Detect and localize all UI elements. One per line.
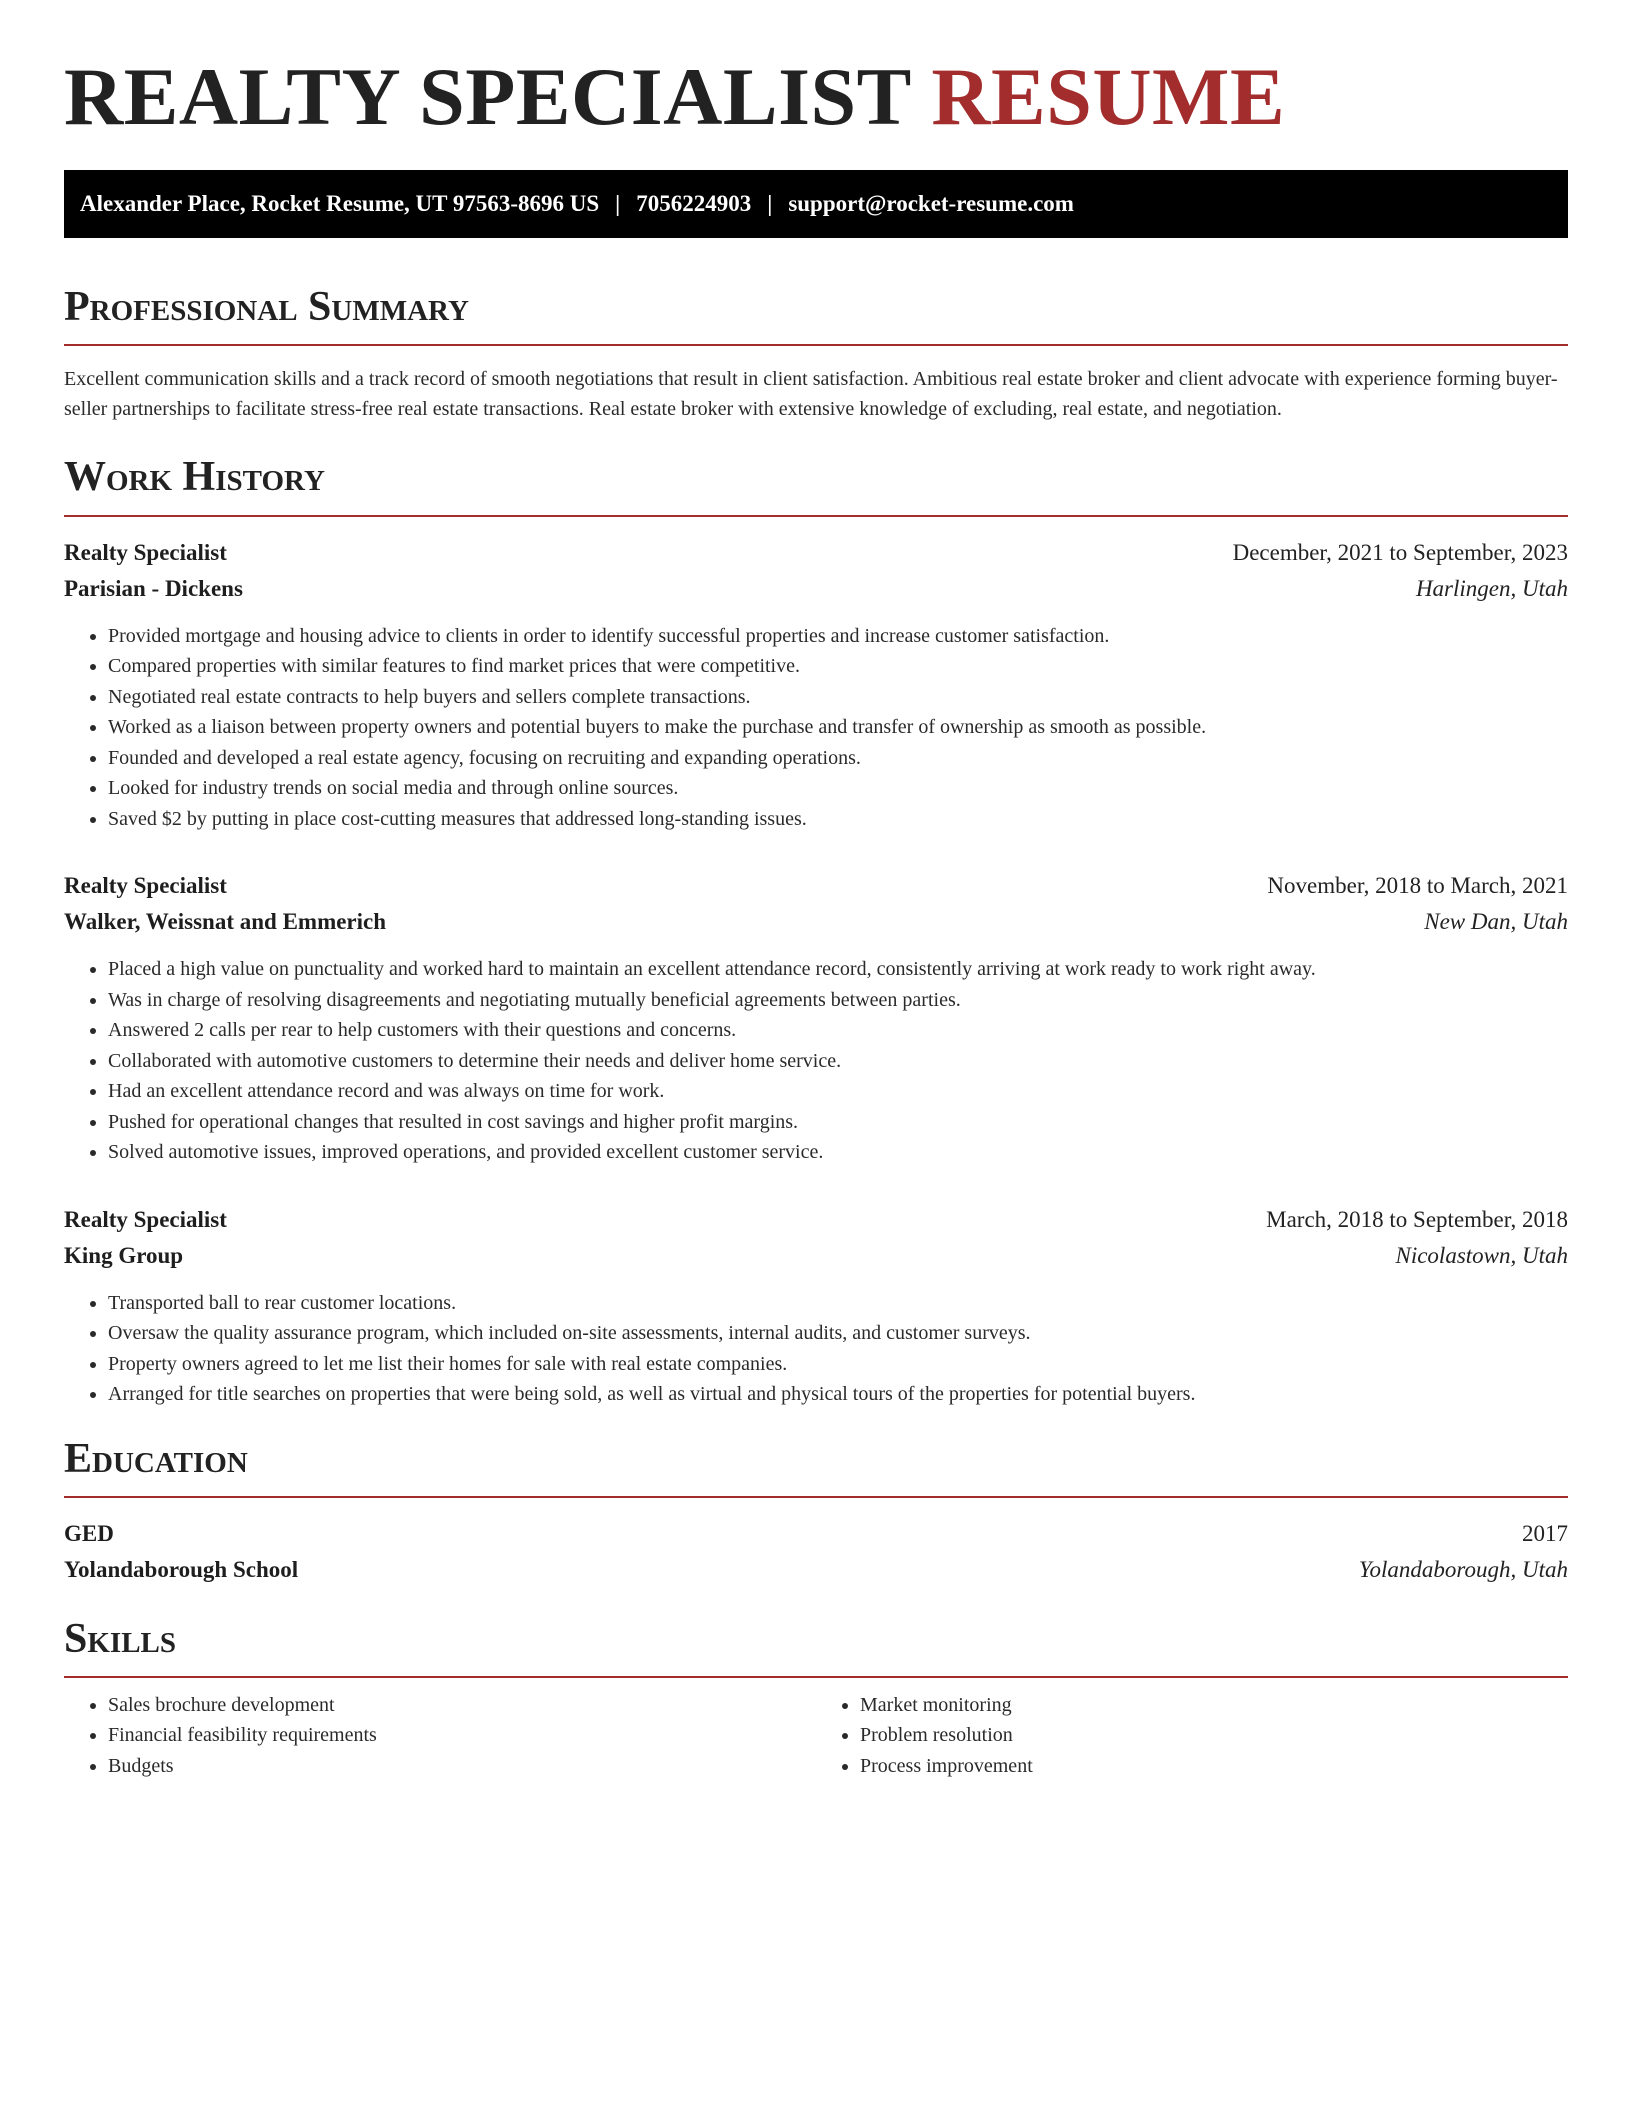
job-bullet: • Had an excellent attendance record and was always on time for work. (108, 1076, 1568, 1107)
contact-email: support@rocket-resume.com (788, 191, 1074, 217)
skill-item: • Market monitoring (860, 1690, 1568, 1721)
section-heading-work: Work History (64, 454, 325, 501)
job-bullet: • Transported ball to rear customer locations. (108, 1288, 1568, 1319)
job-bullet: • Arranged for title searches on properties that were being sold, as well as virtual and physical tours of the properties for potential buyers. (108, 1379, 1568, 1410)
job-location: Harlingen, Utah (1415, 575, 1568, 601)
section-divider (64, 1676, 1568, 1678)
education-degree: GED (64, 1520, 114, 1546)
job-dates: March, 2018 to September, 2018 (1266, 1206, 1568, 1232)
job-bullet: • Answered 2 calls per rear to help customers with their questions and concerns. (108, 1015, 1568, 1046)
job-header-row (64, 1202, 1568, 1238)
contact-bar (64, 170, 1568, 238)
job-title: Realty Specialist (64, 539, 227, 565)
section-divider (64, 344, 1568, 346)
skill-item: • Sales brochure development (108, 1690, 816, 1721)
education-degree-row (64, 1516, 1568, 1552)
job-dates: December, 2021 to September, 2023 (1232, 539, 1568, 565)
job-entry (64, 868, 1568, 1168)
work-history-section (64, 454, 1568, 1409)
skills-grid (64, 1690, 1568, 1782)
job-location: Nicolastown, Utah (1395, 1242, 1568, 1268)
education-school: Yolandaborough School (64, 1556, 299, 1582)
job-bullet: • Collaborated with automotive customers to determine their needs and deliver home service. (108, 1046, 1568, 1077)
job-title: Realty Specialist (64, 1206, 227, 1232)
job-bullet: • Pushed for operational changes that resulted in cost savings and higher profit margins. (108, 1107, 1568, 1138)
job-bullet: • Property owners agreed to let me list their homes for sale with real estate companies. (108, 1349, 1568, 1380)
job-bullet: • Was in charge of resolving disagreements and negotiating mutually beneficial agreements between parties. (108, 985, 1568, 1016)
skills-list-left (64, 1690, 816, 1782)
skill-item: • Financial feasibility requirements (108, 1720, 816, 1751)
job-bullet: • Placed a high value on punctuality and worked hard to maintain an excellent attendance record, consistently arriving at work ready to work right away. (108, 954, 1568, 985)
job-bullet: • Worked as a liaison between property owners and potential buyers to make the purchase and transfer of ownership as smooth as possible. (108, 712, 1568, 743)
job-header-row (64, 535, 1568, 571)
job-bullet: • Saved $2 by putting in place cost-cutting measures that addressed long-standing issues. (108, 804, 1568, 835)
job-bullet: • Looked for industry trends on social media and through online sources. (108, 773, 1568, 804)
contact-address: Alexander Place, Rocket Resume, UT 97563-8696 US (80, 191, 600, 217)
job-bullet: • Provided mortgage and housing advice to clients in order to identify successful properties and increase customer satisfaction. (108, 621, 1568, 652)
job-bullet: • Founded and developed a real estate agency, focusing on recruiting and expanding operations. (108, 743, 1568, 774)
job-company-row (64, 904, 1568, 940)
job-entry (64, 535, 1568, 835)
education-year: 2017 (1522, 1520, 1568, 1546)
education-location: Yolandaborough, Utah (1358, 1556, 1568, 1582)
job-bullet: • Compared properties with similar features to find market prices that were competitive. (108, 651, 1568, 682)
job-bullet: • Solved automotive issues, improved operations, and provided excellent customer service. (108, 1137, 1568, 1168)
education-school-row (64, 1552, 1568, 1588)
job-dates: November, 2018 to March, 2021 (1267, 873, 1568, 899)
section-heading-summary: Professional Summary (64, 284, 469, 331)
job-title: Realty Specialist (64, 873, 227, 899)
contact-separator: | (615, 191, 621, 217)
education-section (64, 1436, 1568, 1588)
job-location: New Dan, Utah (1424, 909, 1568, 935)
skill-item: • Process improvement (860, 1751, 1568, 1782)
title-accent: RESUME (931, 51, 1286, 142)
summary-text: Excellent communication skills and a track record of smooth negotiations that result in client satisfaction. Ambitious real estate broker and client advocate with experience forming buyer-seller partnerships to facilitate stress-free real estate transactions. Real estate broker with extensive knowledge of excluding, real estate, and negotiation. (64, 368, 1558, 421)
resume-title (64, 52, 1568, 142)
job-company-row (64, 1238, 1568, 1274)
job-bullet-list (64, 1288, 1568, 1410)
title-main: REALTY SPECIALIST (64, 51, 911, 142)
job-header-row (64, 868, 1568, 904)
skill-item: • Problem resolution (860, 1720, 1568, 1751)
job-bullet: • Oversaw the quality assurance program, which included on-site assessments, internal audits, and customer surveys. (108, 1318, 1568, 1349)
skills-list-right (816, 1690, 1568, 1782)
education-entry (64, 1516, 1568, 1588)
job-company: Parisian - Dickens (64, 575, 243, 601)
skills-section (64, 1616, 1568, 1782)
job-company: King Group (64, 1242, 184, 1268)
skill-item: • Budgets (108, 1751, 816, 1782)
job-bullet: • Negotiated real estate contracts to help buyers and sellers complete transactions. (108, 682, 1568, 713)
job-bullet-list (64, 954, 1568, 1168)
job-company-row (64, 571, 1568, 607)
section-divider (64, 515, 1568, 517)
professional-summary-section (64, 284, 1568, 424)
contact-phone: 7056224903 (636, 191, 752, 217)
job-entry (64, 1202, 1568, 1410)
job-bullet-list (64, 621, 1568, 835)
section-divider (64, 1496, 1568, 1498)
section-heading-skills: Skills (64, 1615, 177, 1662)
contact-separator: | (767, 191, 773, 217)
job-company: Walker, Weissnat and Emmerich (64, 909, 387, 935)
section-heading-education: Education (64, 1435, 248, 1482)
